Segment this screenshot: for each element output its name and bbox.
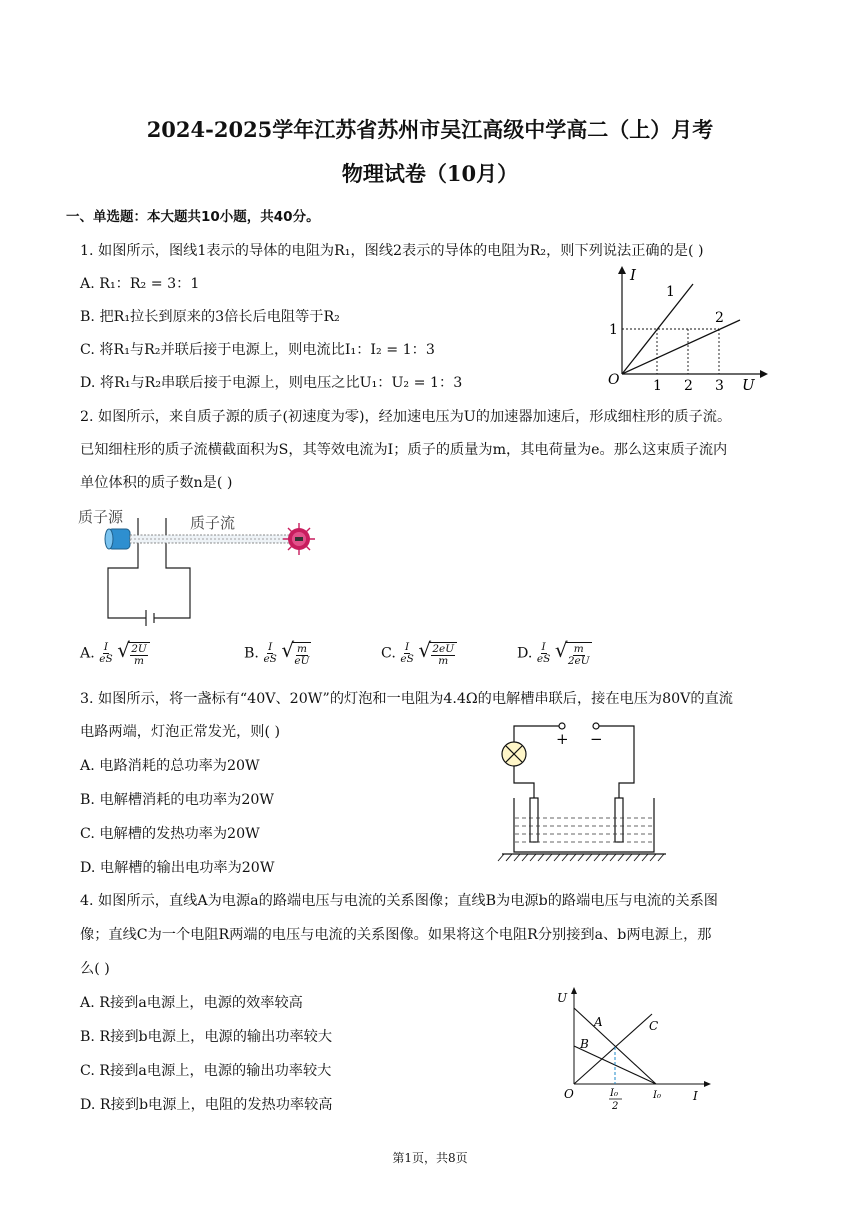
q4-option-a: A. R接到a电源上，电源的效率较高 <box>80 995 303 1011</box>
q2-stem-line-2: 已知细柱形的质子流横截面积为S，其等效电流为I；质子的质量为m，其电荷量为e。那么这束质子流内 <box>80 442 728 458</box>
q3-plus-sign: + <box>556 730 569 748</box>
q3-option-a: A. 电路消耗的总功率为20W <box>80 758 260 774</box>
q4-stem-line-1: 4. 如图所示，直线A为电源a的路端电压与电流的关系图像；直线B为电源b的路端电压与电流的关系图 <box>80 893 718 909</box>
q1-x-tick-3: 3 <box>715 378 724 394</box>
q2-option-d <box>517 640 592 667</box>
q2-option-c-den: eS <box>400 653 414 665</box>
q4-y-axis-label: U <box>557 991 568 1005</box>
q2-option-a-rnum: √ 2U <box>131 643 147 655</box>
q4-option-b: B. R接到b电源上，电源的输出功率较大 <box>80 1029 333 1045</box>
q2-option-c-rden: m <box>438 655 449 667</box>
q2-option-d-num: I <box>541 641 546 653</box>
q1-iu-graph <box>600 266 770 396</box>
q1-x-tick-1: 1 <box>653 378 662 394</box>
q1-line1-label: 1 <box>666 284 675 300</box>
q4-stem-line-3: 么( ) <box>80 961 110 977</box>
q3-stem-line-1: 3. 如图所示，将一盏标有“40V、20W”的灯泡和一电阻为4.4Ω的电解槽串联后，接在电压为80V的直流 <box>80 691 733 707</box>
q1-x-tick-2: 2 <box>684 378 693 394</box>
q4-x-axis-label: I <box>693 1089 698 1103</box>
q2-option-a-den: eS <box>99 653 113 665</box>
q2-proton-accelerator-figure <box>78 500 338 630</box>
q4-label-b: B <box>580 1037 589 1051</box>
q3-option-b: B. 电解槽消耗的电功率为20W <box>80 792 274 808</box>
q2-option-d-den: eS <box>536 653 551 665</box>
q3-electrolysis-circuit <box>494 718 674 863</box>
q4-x-end-label: I₀ <box>653 1090 661 1101</box>
q1-option-d: D. 将R₁与R₂串联后接于电源上，则电压之比U₁：U₂ = 1：3 <box>80 375 463 391</box>
q1-option-b: B. 把R₁拉长到原来的3倍长后电阻等于R₂ <box>80 309 340 325</box>
q2-option-c-letter: C. <box>381 645 396 662</box>
q1-line-2 <box>622 320 740 374</box>
q2-option-b <box>244 640 311 667</box>
q4-half-denominator: 2 <box>612 1101 619 1112</box>
q2-option-c <box>381 640 457 667</box>
section-heading: 一、单选题：本大题共10小题，共40分。 <box>66 209 320 225</box>
q1-option-c: C. 将R₁与R₂并联后接于电源上，则电流比I₁：I₂ = 1：3 <box>80 342 435 358</box>
q4-option-d: D. R接到b电源上，电阻的发热功率较高 <box>80 1097 333 1113</box>
q2-option-a-num: I <box>103 641 109 653</box>
q1-origin-label: O <box>608 372 620 388</box>
q4-option-c: C. R接到a电源上，电源的输出功率较大 <box>80 1063 332 1079</box>
q2-option-a-letter: A. <box>80 645 95 662</box>
q1-line2-label: 2 <box>715 310 724 326</box>
q1-stem: 1. 如图所示，图线1表示的导体的电阻为R₁，图线2表示的导体的电阻为R₂，则下列说法正确的是( ) <box>80 243 704 259</box>
q3-stem-line-2: 电路两端，灯泡正常发光，则( ) <box>80 724 281 740</box>
q2-option-b-den: eS <box>263 653 277 665</box>
q2-option-a-rden: m <box>134 655 144 667</box>
page-footer: 第1页，共8页 <box>392 1151 468 1165</box>
q2-option-d-rden: 2eU <box>567 655 590 667</box>
q2-option-b-rden: eU <box>294 655 310 667</box>
q4-origin-label: O <box>564 1087 574 1101</box>
q2-option-c-rnum: √ 2eU <box>432 643 455 655</box>
q2-option-c-num: I <box>405 641 410 653</box>
q3-option-c: C. 电解槽的发热功率为20W <box>80 826 260 842</box>
q1-option-a: A. R₁：R₂ = 3：1 <box>80 276 200 292</box>
q3-minus-sign: − <box>590 730 603 748</box>
q1-y-axis-label: I <box>630 266 636 284</box>
q2-option-b-num: I <box>268 641 273 653</box>
q2-option-b-rnum: √ m <box>296 643 307 655</box>
q1-x-axis-label: U <box>742 376 755 394</box>
q2-option-d-rnum: √ m <box>573 643 584 655</box>
q2-option-b-letter: B. <box>244 645 259 662</box>
q1-y-tick-1: 1 <box>609 322 618 338</box>
q4-label-c: C <box>649 1019 659 1033</box>
q4-stem-line-2: 像；直线C为一个电阻R两端的电压与电流的关系图像。如果将这个电阻R分别接到a、b两电源上，那 <box>80 927 712 943</box>
q2-option-a <box>80 640 150 667</box>
q2-source-label: 质子源 <box>78 508 124 526</box>
q2-beam-label: 质子流 <box>190 514 236 532</box>
title-line-1: 2024-2025学年江苏省苏州市吴江高级中学高二（上）月考 <box>146 117 714 142</box>
q2-stem-line-1: 2. 如图所示，来自质子源的质子(初速度为零)，经加速电压为U的加速器加速后，形成细柱形的质子流。 <box>80 409 732 425</box>
q4-ui-graph <box>556 986 716 1116</box>
title-line-2: 物理试卷（10月） <box>341 161 519 186</box>
q4-label-a: A <box>594 1015 603 1029</box>
q2-stem-line-3: 单位体积的质子数n是( ) <box>80 475 233 491</box>
q3-option-d: D. 电解槽的输出电功率为20W <box>80 860 275 876</box>
q2-option-d-letter: D. <box>517 645 533 662</box>
q4-half-numerator: I₀ <box>610 1088 618 1099</box>
